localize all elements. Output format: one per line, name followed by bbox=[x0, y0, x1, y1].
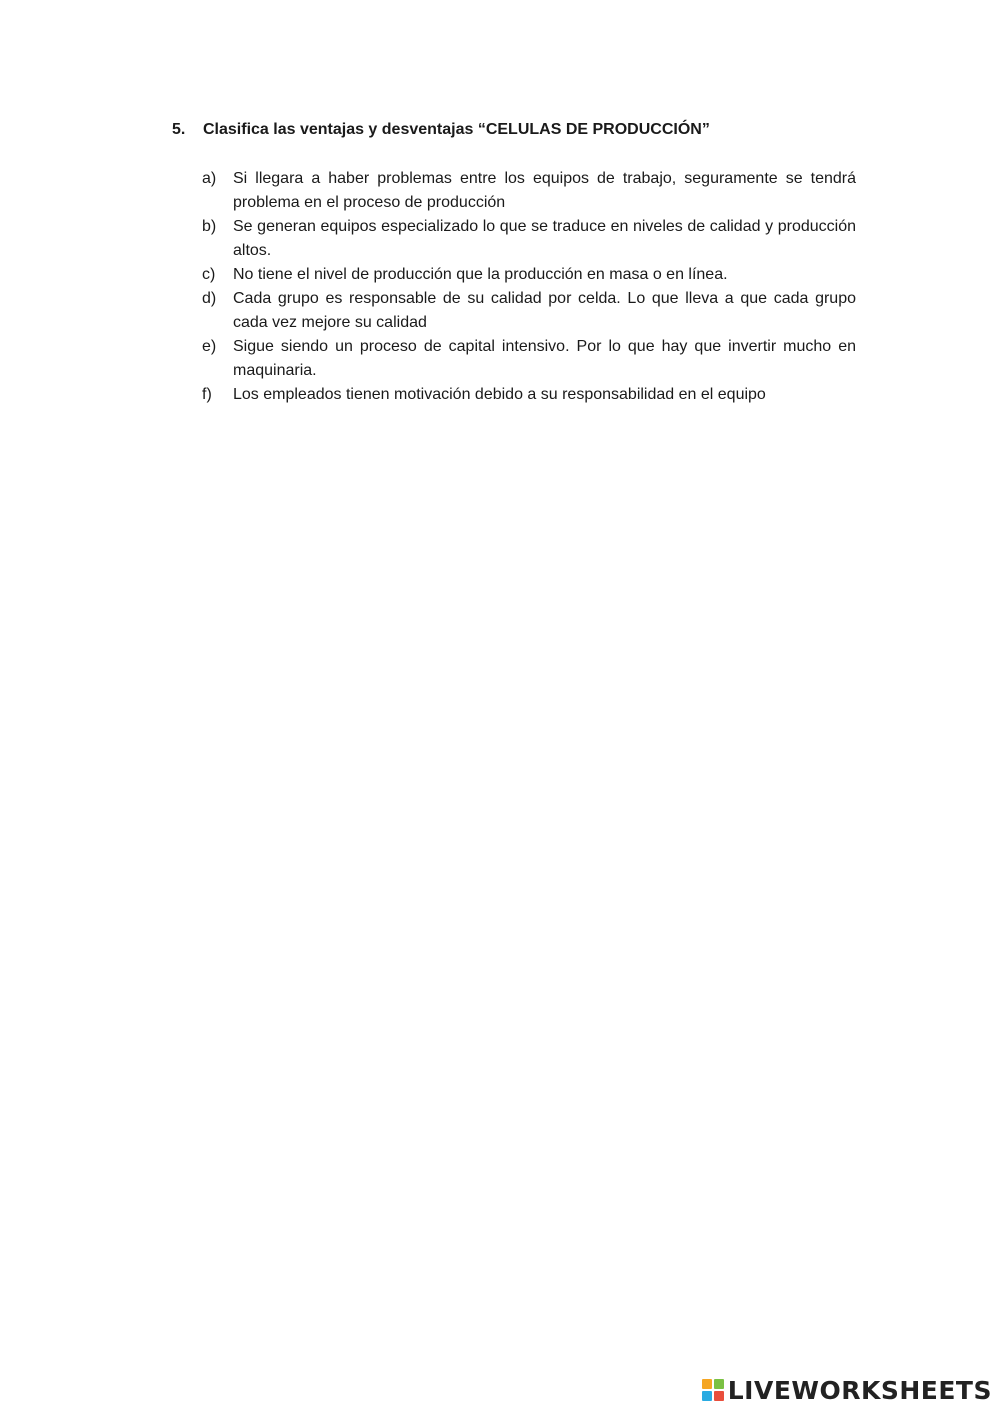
answer-letter: c) bbox=[202, 266, 216, 283]
answer-list bbox=[202, 167, 856, 407]
brand-name: LIVEWORKSHEETS bbox=[727, 1375, 992, 1405]
answer-text: No tiene el nivel de producción que la producción en masa o en línea. bbox=[233, 266, 728, 283]
answer-item-f bbox=[202, 383, 856, 407]
answer-item-a bbox=[202, 167, 856, 215]
logo-square bbox=[702, 1379, 712, 1389]
answer-text: Si llegara a haber problemas entre los equipos de trabajo, seguramente se tendrá problema en el proceso de producción bbox=[233, 170, 856, 211]
answer-item-d bbox=[202, 287, 856, 335]
answer-letter: d) bbox=[202, 290, 217, 307]
question-number: 5. bbox=[172, 121, 186, 138]
answer-letter: e) bbox=[202, 338, 217, 355]
brand-watermark bbox=[702, 1375, 992, 1405]
answer-item-e bbox=[202, 335, 856, 383]
answer-text: Se generan equipos especializado lo que se traduce en niveles de calidad y producción altos. bbox=[233, 218, 856, 259]
liveworksheets-logo-icon bbox=[702, 1379, 724, 1401]
answer-letter: a) bbox=[202, 170, 217, 187]
answer-letter: b) bbox=[202, 218, 217, 235]
question-text: Clasifica las ventajas y desventajas “CELULAS DE PRODUCCIÓN” bbox=[203, 121, 710, 138]
answer-item-c bbox=[202, 263, 856, 287]
answer-text: Cada grupo es responsable de su calidad por celda. Lo que lleva a que cada grupo cada vez mejore su calidad bbox=[233, 290, 856, 331]
answer-text: Sigue siendo un proceso de capital intensivo. Por lo que hay que invertir mucho en maquinaria. bbox=[233, 338, 856, 379]
answer-letter: f) bbox=[202, 386, 212, 403]
question-heading bbox=[172, 118, 862, 142]
logo-square bbox=[714, 1391, 724, 1401]
answer-item-b bbox=[202, 215, 856, 263]
answer-text: Los empleados tienen motivación debido a su responsabilidad en el equipo bbox=[233, 386, 766, 403]
logo-square bbox=[714, 1379, 724, 1389]
logo-square bbox=[702, 1391, 712, 1401]
